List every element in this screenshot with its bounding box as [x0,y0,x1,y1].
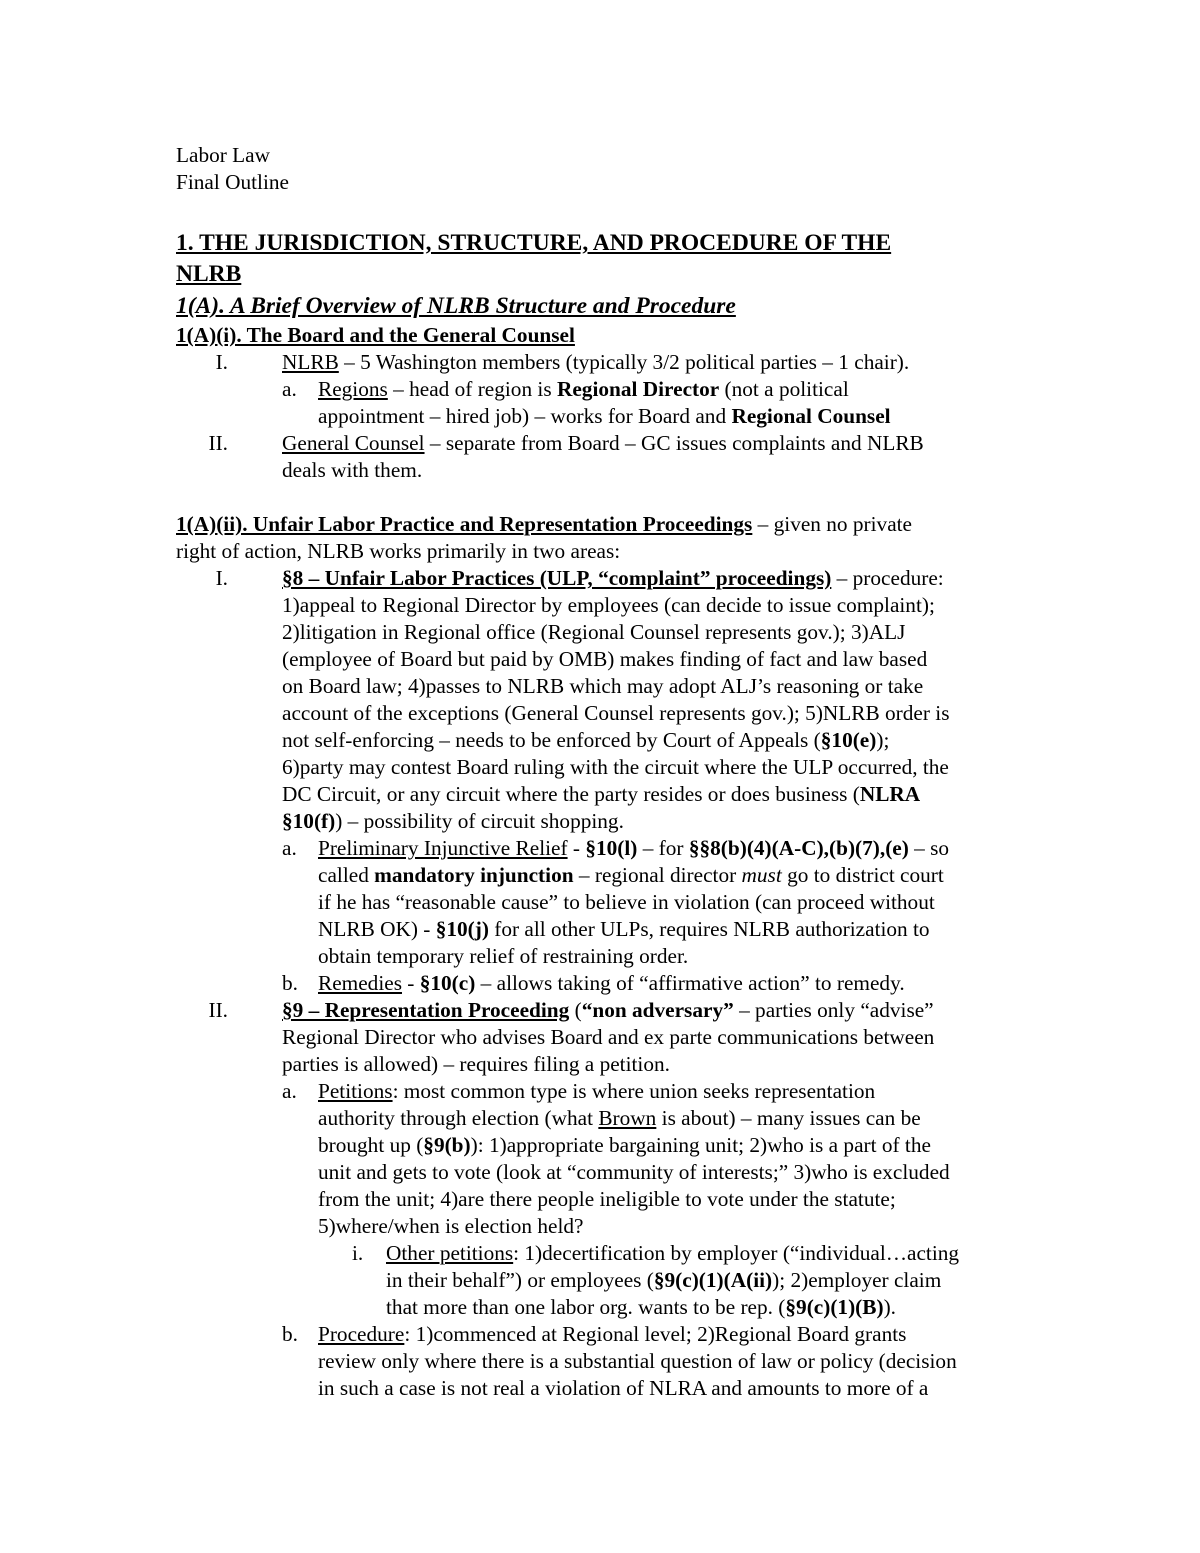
statute-cite: §10(c) [419,971,476,995]
bold-term: Regional Counsel [731,404,891,428]
statute-cite: §10(f) [282,809,336,833]
outline-marker: a. [282,836,297,860]
item-text: ( [569,998,582,1022]
subsection-heading-1ai: 1(A)(i). The Board and the General Counsel [176,323,575,347]
item-text: ): 1)appropriate bargaining unit; 2)who is a part of the [470,1133,931,1157]
case-name: Brown [598,1106,657,1130]
outline-item-remedies [176,970,1036,997]
item-text: if he has “reasonable cause” to believe in violation (can proceed without [318,890,935,914]
item-text: ); 2)employer claim [772,1268,942,1292]
outline-item-procedure [176,1321,1036,1402]
ulp-title: §8 – Unfair Labor Practices (ULP, “complaint” proceedings) [282,566,832,590]
term-procedure: Procedure [318,1322,405,1346]
outline-item-ulp [176,565,1036,835]
item-text: – regional director [573,863,742,887]
bold-term: “non adversary” [581,998,734,1022]
item-text: 2)litigation in Regional office (Regional Counsel represents gov.); 3)ALJ [282,620,906,644]
item-text: ). [883,1295,896,1319]
item-text: 1)appeal to Regional Director by employees (can decide to issue complaint); [282,593,935,617]
item-text: 5)where/when is election held? [318,1214,584,1238]
statute-cite: §§8(b)(4)(A-C),(b)(7),(e) [688,836,909,860]
section-heading-1: 1. THE JURISDICTION, STRUCTURE, AND PROCEDURE OF THE [176,230,892,256]
outline-marker: I. [215,350,228,374]
item-text: obtain temporary relief of restraining order. [318,944,689,968]
item-text: : most common type is where union seeks representation [392,1079,876,1103]
spacer [176,196,1036,228]
outline-marker: I. [215,566,228,590]
item-text: – given no private [752,512,913,536]
term-injunctive-relief: Preliminary Injunctive Relief [318,836,568,860]
outline-marker: II. [208,431,228,455]
item-text: Regional Director who advises Board and ex parte communications between [282,1025,935,1049]
item-text: – allows taking of “affirmative action” to remedy. [475,971,905,995]
item-text: is about) – many issues can be [656,1106,921,1130]
document-title: Labor Law [176,143,271,167]
spacer [176,484,1036,511]
term-petitions: Petitions [318,1079,393,1103]
subsection-heading-1a: 1(A). A Brief Overview of NLRB Structure and Procedure [176,293,736,319]
item-text: account of the exceptions (General Counsel represents gov.); 5)NLRB order is [282,701,950,725]
representation-title: §9 – Representation Proceeding [282,998,570,1022]
item-text: appointment – hired job) – works for Board and [318,404,732,428]
item-text: - [401,971,420,995]
item-text: ) – possibility of circuit shopping. [335,809,624,833]
item-text: – procedure: [831,566,944,590]
document-page [176,142,1036,1402]
outline-item-general-counsel [176,430,1036,457]
outline-marker: II. [208,998,228,1022]
document-subtitle: Final Outline [176,170,289,194]
item-text: – for [637,836,689,860]
outline-item-other-petitions [176,1240,1036,1321]
bold-term: mandatory injunction [374,863,574,887]
italic-term: must [741,863,782,887]
outline-marker: b. [282,1322,298,1346]
item-text: from the unit; 4)are there people ineligible to vote under the statute; [318,1187,896,1211]
item-text: brought up ( [318,1133,424,1157]
statute-cite: NLRA [859,782,921,806]
bold-term: Regional Director [556,377,720,401]
item-text: : 1)decertification by employer (“individual…acting [513,1241,960,1265]
statute-cite: §10(l) [585,836,638,860]
statute-cite: §9(c)(1)(B) [785,1295,884,1319]
term-nlrb: NLRB [282,350,339,374]
outline-item-petitions [176,1078,1036,1240]
section-heading-1-cont: NLRB [176,261,242,287]
term-remedies: Remedies [318,971,402,995]
item-text: – so [908,836,950,860]
item-text: – 5 Washington members (typically 3/2 political parties – 1 chair). [338,350,910,374]
item-text: called [318,863,375,887]
statute-cite: §9(b) [423,1133,471,1157]
item-text: not self-enforcing – needs to be enforced by Court of Appeals ( [282,728,821,752]
term-regions: Regions [318,377,388,401]
item-text: that more than one labor org. wants to be rep. ( [386,1295,786,1319]
subsection-heading-1aii: 1(A)(ii). Unfair Labor Practice and Representation Proceedings [176,512,753,536]
item-text: on Board law; 4)passes to NLRB which may adopt ALJ’s reasoning or take [282,674,924,698]
term-other-petitions: Other petitions [386,1241,514,1265]
statute-cite: §9(c)(1)(A(ii) [653,1268,773,1292]
item-text: in such a case is not real a violation of NLRA and amounts to more of a [318,1376,929,1400]
item-text: – parties only “advise” [733,998,934,1022]
outline-marker: a. [282,377,297,401]
item-text: in their behalf”) or employees ( [386,1268,654,1292]
subsection-heading-1aii-line [176,511,1036,538]
item-text: : 1)commenced at Regional level; 2)Regional Board grants [404,1322,907,1346]
item-text: DC Circuit, or any circuit where the party resides or does business ( [282,782,860,806]
item-text: authority through election (what [318,1106,599,1130]
item-text: – head of region is [387,377,557,401]
item-text: NLRB OK) - [318,917,436,941]
outline-item-regions [176,376,1036,430]
outline-item-representation [176,997,1036,1078]
outline-item-injunctive-relief [176,835,1036,970]
item-text: right of action, NLRB works primarily in two areas: [176,539,621,563]
item-text: – separate from Board – GC issues complaints and NLRB [424,431,924,455]
item-text: parties is allowed) – requires filing a petition. [282,1052,670,1076]
item-text: (employee of Board but paid by OMB) makes finding of fact and law based [282,647,928,671]
outline-marker: i. [352,1241,364,1265]
term-general-counsel: General Counsel [282,431,425,455]
item-text: - [567,836,586,860]
item-text: review only where there is a substantial question of law or policy (decision [318,1349,957,1373]
item-text: 6)party may contest Board ruling with the circuit where the ULP occurred, the [282,755,949,779]
item-text: go to district court [781,863,944,887]
item-text: unit and gets to vote (look at “community of interests;” 3)who is excluded [318,1160,950,1184]
item-text-cont: deals with them. [282,458,423,482]
outline-marker: a. [282,1079,297,1103]
outline-marker: b. [282,971,298,995]
item-text: (not a political [719,377,849,401]
statute-cite: §10(e) [820,728,877,752]
item-text: for all other ULPs, requires NLRB authorization to [488,917,930,941]
item-text: ); [876,728,890,752]
outline-item-nlrb [176,349,1036,376]
statute-cite: §10(j) [435,917,489,941]
